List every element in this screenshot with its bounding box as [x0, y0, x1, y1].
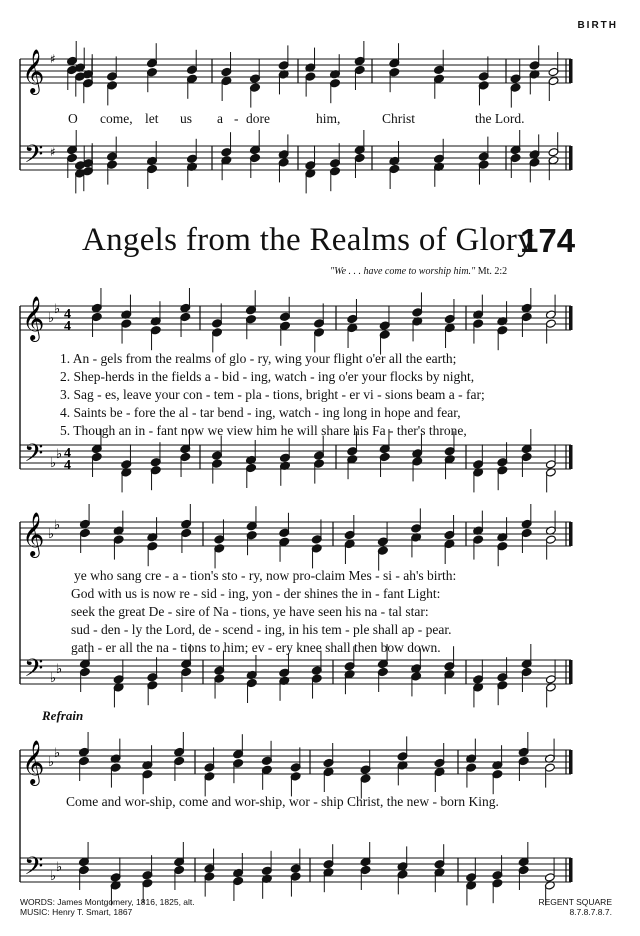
flat-sign-icon: ♭: [54, 746, 61, 761]
epigraph-quote: "We . . . have come to worship him.": [330, 266, 476, 277]
lyric-syllable: -: [234, 111, 239, 126]
hymn-number: 174: [520, 222, 576, 259]
final-barline: [569, 660, 573, 684]
verse-line: 4. Saints be - fore the al - tar bend - ing, watch - ing long in hope and fear,: [60, 405, 461, 420]
flat-sign-icon: ♭: [50, 869, 57, 884]
flat-sign-icon: ♭: [54, 302, 61, 317]
section-heading: BIRTH: [577, 20, 618, 31]
flat-sign-icon: ♭: [56, 860, 63, 875]
epigraph: [330, 266, 507, 277]
time-signature-bottom: 4: [64, 319, 71, 334]
lyric-syllable: come,: [100, 111, 133, 126]
bass-clef-icon: 𝄢: [24, 852, 44, 887]
final-barline: [569, 59, 573, 83]
verse-line: God with us is now re - sid - ing, yon - der shines the in - fant Light:: [71, 586, 441, 601]
lyric-syllable: dore: [246, 111, 270, 126]
flat-sign-icon: ♭: [48, 755, 55, 770]
lyric-syllable: Christ: [382, 111, 416, 126]
bass-clef-icon: 𝄢: [24, 140, 44, 175]
music-credit: MUSIC: Henry T. Smart, 1867: [20, 907, 133, 917]
hymn-title: Angels from the Realms of Glory: [82, 222, 534, 258]
time-signature-top: 4: [64, 446, 71, 461]
lyric-syllable: us: [180, 111, 193, 126]
time-signature-top: 4: [64, 307, 71, 322]
verse-line: 3. Sag - es, leave your con - tem - pla - tions, bright - er vi - sions beam a - far;: [60, 387, 485, 402]
credits: [20, 897, 195, 917]
tune-meter: 8.7.8.7.8.7.: [569, 907, 612, 917]
flat-sign-icon: ♭: [56, 447, 63, 462]
flat-sign-icon: ♭: [56, 662, 63, 677]
treble-clef-icon: 𝄞: [22, 512, 45, 556]
verse-line: 1. An - gels from the realms of glo - ry, wing your flight o'er all the earth;: [60, 351, 457, 366]
verse-line: 5. Though an in - fant now we view him he will share his Fa - ther's throne,: [60, 423, 467, 438]
sharp-sign-icon: ♯: [50, 52, 56, 66]
final-barline: [569, 146, 573, 170]
flat-sign-icon: ♭: [54, 518, 61, 533]
treble-clef-icon: 𝄞: [22, 740, 45, 784]
refrain-label: Refrain: [42, 708, 84, 723]
lyric-syllable: let: [145, 111, 159, 126]
flat-sign-icon: ♭: [50, 456, 57, 471]
lyric-syllable: O: [68, 111, 78, 126]
epigraph-reference: Mt. 2:2: [477, 266, 508, 277]
bass-clef-icon: 𝄢: [24, 654, 44, 689]
refrain-lyrics: Come and wor-ship, come and wor-ship, wor - ship Christ, the new - born King.: [66, 794, 499, 809]
tune-name: REGENT SQUARE: [538, 897, 612, 907]
time-signature-bottom: 4: [64, 458, 71, 473]
verse-line: ye who sang cre - a - tion's sto - ry, now pro-claim Mes - si - ah's birth:: [74, 568, 457, 583]
treble-clef-icon: 𝄞: [22, 296, 45, 340]
final-barline: [569, 306, 573, 330]
final-barline: [569, 858, 573, 882]
flat-sign-icon: ♭: [50, 671, 57, 686]
verse-line: seek the great De - sire of Na - tions, ye have seen his na - tal star:: [71, 604, 429, 619]
lyric-syllable: a: [217, 111, 223, 126]
bass-clef-icon: 𝄢: [24, 439, 44, 474]
final-barline: [569, 445, 573, 469]
tune-info: [538, 897, 612, 917]
final-barline: [569, 522, 573, 546]
treble-clef-icon: 𝄞: [22, 49, 45, 93]
lyric-syllable: him,: [316, 111, 341, 126]
words-credit: WORDS: James Montgomery, 1816, 1825, alt.: [20, 897, 195, 907]
lyric-syllable: the Lord.: [475, 111, 525, 126]
sharp-sign-icon: ♯: [50, 145, 56, 159]
verse-line: gath - er all the na - tions to him; ev - ery knee shall then bow down.: [71, 640, 441, 655]
verse-line: sud - den - ly the Lord, de - scend - ing, in his tem - ple shall ap - pear.: [71, 622, 452, 637]
final-barline: [569, 750, 573, 774]
flat-sign-icon: ♭: [48, 311, 55, 326]
flat-sign-icon: ♭: [48, 527, 55, 542]
verse-line: 2. Shep-herds in the fields a - bid - ing, watch - ing o'er your flocks by night,: [60, 369, 475, 384]
